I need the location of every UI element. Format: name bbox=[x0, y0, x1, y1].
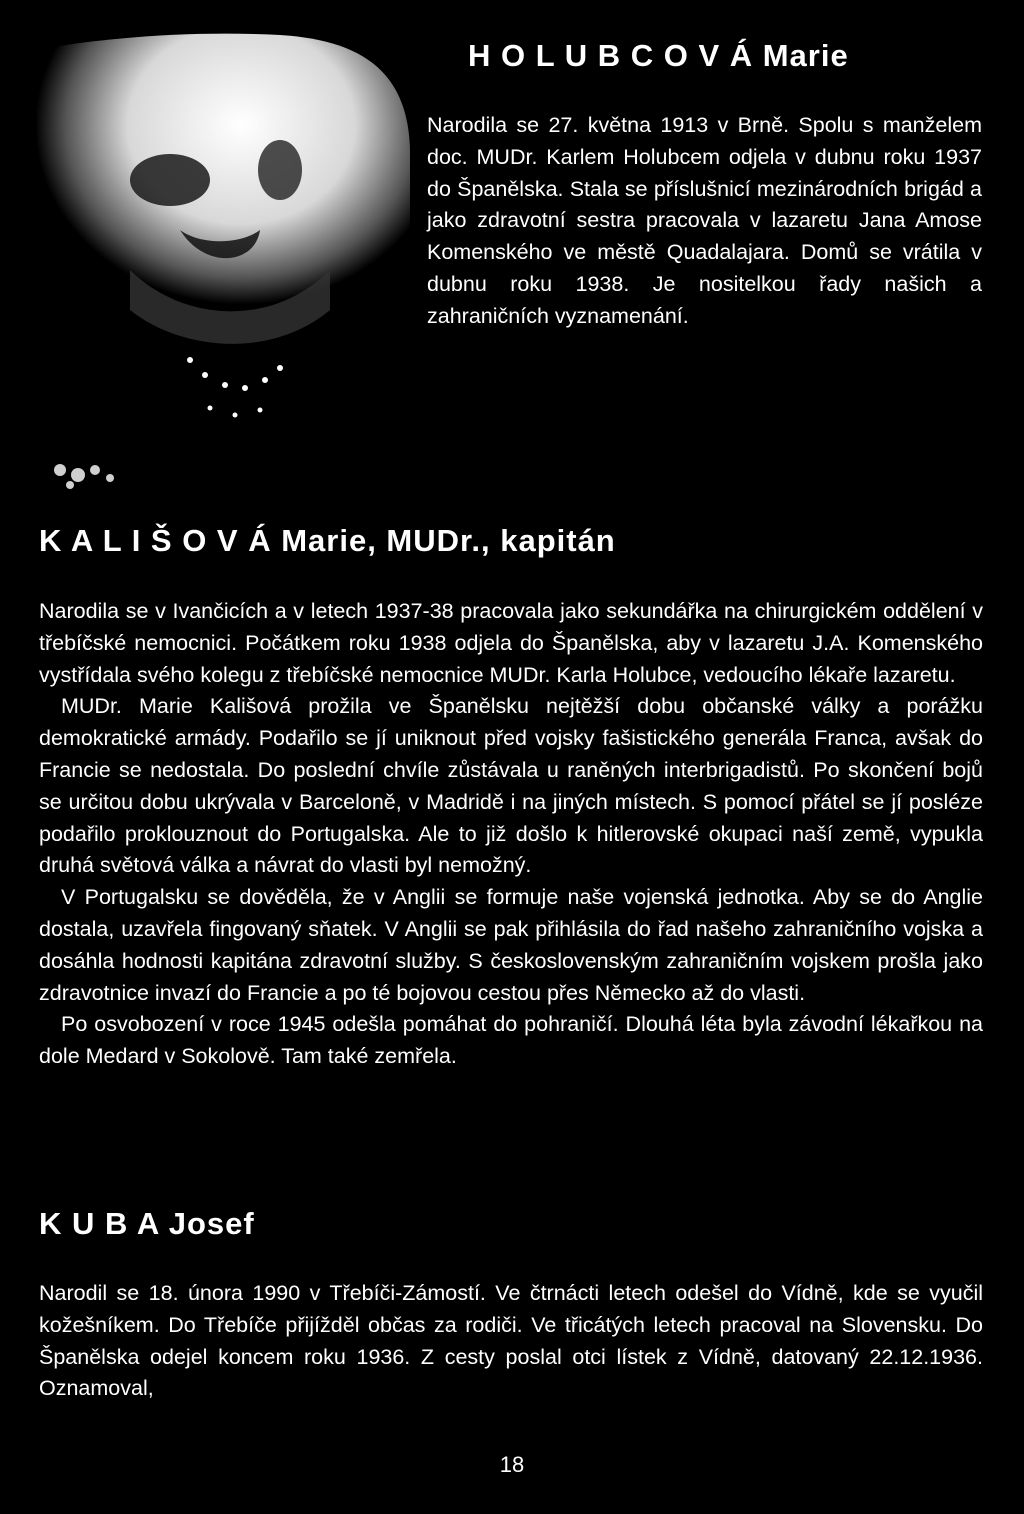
portrait-photo bbox=[30, 30, 415, 495]
entry-paragraph: V Portugalsku se dověděla, že v Anglii se formuje naše vojenská jednotka. Aby se do Anglie dostala, uzavřela fingovaný sňatek. V Anglii se pak přihlásila do řad našeho zahraničního vojska a dosáhla hodnosti kapitána zdravotní služby. S československým zahraničním vojskem prošla jako zdravotnice invazí do Francie a po té bojovou cestou přes Německo až do vlasti. bbox=[39, 885, 983, 1005]
entry-paragraph: Narodil se 18. února 1990 v Třebíči-Zámostí. Ve čtrnácti letech odešel do Vídně, kde se vyučil kožešníkem. Do Třebíče přijížděl občas za rodiči. Ve třicátých letech pracoval na Slovensku. Do Španělska odejel koncem roku 1936. Z cesty poslal otci lístek z Vídně, datovaný 22.12.1936. Oznamoval, bbox=[39, 1281, 983, 1401]
entry-paragraph: Narodila se 27. května 1913 v Brně. Spolu s manželem doc. MUDr. Karlem Holubcem odjela v dubnu roku 1937 do Španělska. Stala se příslušnicí mezinárodních brigád a jako zdravotní sestra pracovala v lazaretu Jana Amose Komenského ve městě Quadalajara. Domů se vrátila v dubnu roku 1938. Je nositelkou řady našich a zahraničních vyznamenání. bbox=[427, 113, 982, 328]
entry-body bbox=[39, 1278, 983, 1405]
entry-paragraph: Narodila se v Ivančicích a v letech 1937-38 pracovala jako sekundářka na chirurgickém oddělení v třebíčské nemocnici. Počátkem roku 1938 odjela do Španělska, aby v lazaretu J.A. Komenského vystřídala svého kolegu z třebíčské nemocnice MUDr. Karla Holubce, vedoucího lékaře lazaretu. bbox=[39, 599, 983, 687]
entry-title: K A L I Š O V Á Marie, MUDr., kapitán bbox=[39, 523, 616, 558]
entry-paragraph: MUDr. Marie Kališová prožila ve Španělsku nejtěžší dobu občanské války a porážku demokratické armády. Podařilo se jí uniknout před vojsky fašistického generála Franca, avšak do Francie se nedostala. Do poslední chvíle zůstávala u raněných interbrigadistů. Po skončení bojů se určitou dobu ukrývala v Barceloně, v Madridě i na jiných místech. S pomocí přátel se jí posléze podařilo proklouznout do Portugalska. Ale to již došlo k hitlerovské okupaci naší země, vypukla druhá světová válka a návrat do vlasti byl nemožný. bbox=[39, 694, 983, 878]
entry-title: H O L U B C O V Á Marie bbox=[468, 38, 849, 73]
entry-title: K U B A Josef bbox=[39, 1206, 255, 1241]
entry-body bbox=[427, 110, 982, 333]
entry-body bbox=[39, 596, 983, 1073]
page-number: 18 bbox=[499, 1452, 525, 1477]
entry-paragraph: Po osvobození v roce 1945 odešla pomáhat do pohraničí. Dlouhá léta byla závodní lékařkou na dole Medard v Sokolově. Tam také zemřela. bbox=[39, 1012, 983, 1069]
